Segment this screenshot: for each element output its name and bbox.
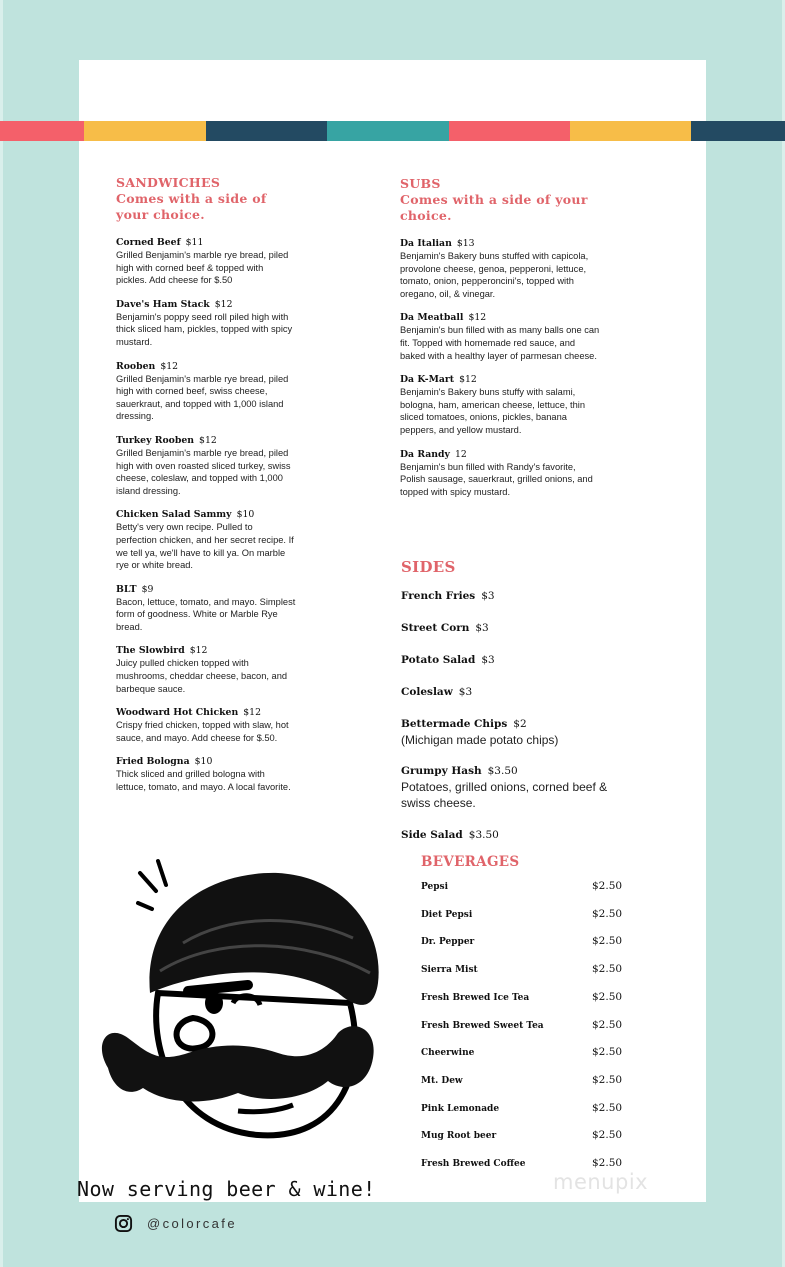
beverage-row	[421, 1018, 623, 1035]
menu-item-name: Da Meatball	[400, 312, 464, 324]
side-item	[401, 765, 631, 811]
menu-item-header	[116, 237, 296, 249]
menu-item-description: Grilled Benjamin's marble rye bread, piled high with oven roasted sliced turkey, swiss cheese, coleslaw, and topped with 1,000 island dressing.	[116, 447, 291, 496]
subs-title: SUBS	[400, 176, 441, 191]
menu-item	[116, 435, 296, 497]
menu-item-description: Benjamin's Bakery buns stuffy with salami, bologna, ham, american cheese, lettuce, thin sliced tomatoes, onions, pickles, banana peppers, and yellow mustard.	[400, 387, 586, 435]
menu-item-description: Juicy pulled chicken topped with mushrooms, cheddar cheese, bacon, and barbeque sauce.	[116, 658, 288, 694]
side-item-name: Grumpy Hash	[401, 765, 482, 777]
menu-item-header	[116, 645, 296, 657]
beverage-row	[421, 937, 621, 951]
menu-item-description: Benjamin's poppy seed roll piled high with thick sliced ham, pickles, topped with spicy mustard.	[116, 311, 293, 347]
menu-item-price: $9	[141, 583, 154, 595]
menu-item	[116, 645, 296, 695]
menu-item-price: $12	[459, 374, 477, 386]
beverage-price: $2.50	[592, 1101, 623, 1114]
beverage-price: $2.50	[592, 963, 623, 976]
menu-item-price: 12	[454, 448, 467, 460]
menu-item-name: Dave's Ham Stack	[116, 298, 210, 310]
beverage-name: Diet Pepsi	[421, 909, 473, 920]
side-item-name: Potato Salad	[401, 654, 476, 666]
menu-item-header	[116, 435, 296, 447]
menu-item-price: $10	[194, 756, 213, 768]
sandwiches-section	[116, 175, 296, 794]
side-item-price: $3	[481, 654, 495, 666]
menu-item-header	[400, 374, 600, 386]
menu-item-description: Benjamin's bun filled with as many balls one can fit. Topped with homemade red sauce, and baked with a healthy layer of parmesan cheese.	[400, 325, 600, 361]
side-item-price: $2	[513, 718, 527, 730]
sides-section	[401, 557, 631, 841]
beverage-row	[421, 965, 621, 979]
side-item-price: $3	[458, 686, 473, 698]
menu-item-header	[400, 449, 600, 461]
menu-item	[400, 449, 600, 499]
subs-subtitle: Comes with a side of your choice.	[400, 192, 588, 223]
menu-item-description: Benjamin's bun filled with Randy's favorite, Polish sausage, sauerkraut, grilled onions, and topped with spicy mustard.	[400, 461, 593, 497]
side-item	[401, 829, 631, 841]
side-item-header	[401, 829, 631, 841]
menu-item-header	[400, 312, 600, 324]
side-item-description: (Michigan made potato chips)	[401, 733, 559, 747]
side-item	[401, 622, 631, 634]
menu-item-name: BLT	[116, 583, 137, 595]
beverage-name: Cheerwine	[421, 1048, 475, 1059]
side-item-price: $3	[475, 622, 489, 634]
subs-section	[400, 176, 600, 498]
stripe-segment	[691, 121, 785, 141]
beverages-title: BEVERAGES	[421, 854, 520, 870]
beverage-name: Fresh Brewed Ice Tea	[421, 992, 530, 1003]
menu-item-name: Chicken Salad Sammy	[116, 509, 232, 521]
side-item-name: Bettermade Chips	[401, 718, 508, 730]
beverage-name: Fresh Brewed Coffee	[421, 1159, 526, 1169]
menu-item-price: $10	[236, 509, 255, 521]
beverage-price: $2.50	[592, 880, 623, 892]
beverage-price: $2.50	[592, 1046, 623, 1059]
menu-item-header	[116, 584, 296, 596]
instagram-icon	[114, 1214, 133, 1233]
side-item-header	[401, 654, 631, 666]
menu-item	[116, 361, 296, 423]
menu-item-name: Da Italian	[400, 238, 452, 249]
menu-item-name: Da K-Mart	[400, 374, 455, 386]
stripe-segment	[206, 121, 327, 141]
side-item-description: Potatoes, grilled onions, corned beef & swiss cheese.	[401, 780, 608, 810]
beverage-price: $2.50	[592, 1129, 623, 1142]
side-item	[401, 590, 631, 602]
instagram-handle: @colorcafe	[147, 1216, 237, 1231]
beer-wine-announcement: Now serving beer & wine!	[77, 1177, 376, 1201]
sandwiches-subtitle: Comes with a side of your choice.	[116, 191, 267, 222]
beverage-price: $2.50	[592, 1157, 623, 1169]
menu-item	[116, 509, 296, 571]
side-item-name: Side Salad	[401, 829, 463, 841]
beverage-name: Mug Root beer	[421, 1131, 497, 1142]
beverage-row	[421, 1073, 623, 1090]
menu-item-description: Thick sliced and grilled bologna with lettuce, tomato, and mayo. A local favorite.	[116, 769, 291, 793]
beverage-name: Dr. Pepper	[421, 937, 475, 948]
menu-item-name: Woodward Hot Chicken	[116, 707, 239, 719]
menu-item-header	[116, 707, 296, 719]
menu-item-price: $12	[199, 434, 217, 446]
menu-item-name: Turkey Rooben	[116, 434, 195, 446]
menu-item-name: Rooben	[116, 360, 156, 372]
beverage-row	[421, 1101, 623, 1118]
beverage-name: Pepsi	[421, 882, 449, 892]
beverage-price: $2.50	[592, 1073, 623, 1086]
menu-item-description: Betty's very own recipe. Pulled to perfection chicken, and her secret recipe. If we tell ya, we'll have to kill ya. On marble rye or white bread.	[116, 522, 294, 571]
side-item	[401, 654, 631, 666]
side-item-header	[401, 686, 631, 698]
menu-item-description: Benjamin's Bakery buns stuffed with capicola, provolone cheese, genoa, pepperoni, lettuce, tomato, onion, pepperoncini's, topped with oregano, oil, & vinegar.	[400, 251, 589, 299]
stripe-segment	[0, 121, 84, 141]
menu-item-name: Corned Beef	[116, 237, 181, 248]
menu-item	[400, 374, 600, 436]
side-item-header	[401, 590, 631, 602]
menu-item-price: $13	[456, 238, 475, 249]
stripe-segment	[449, 121, 570, 141]
menu-item-description: Grilled Benjamin's marble rye bread, piled high with corned beef & topped with pickles. Add cheese for $.50	[116, 250, 289, 286]
menu-item	[116, 707, 296, 744]
beverage-price: $2.50	[592, 935, 623, 948]
menu-item-price: $12	[189, 645, 208, 657]
menu-item-description: Bacon, lettuce, tomato, and mayo. Simplest form of goodness. White or Marble Rye bread.	[116, 596, 296, 632]
stripe-segment	[327, 121, 449, 141]
menu-item-header	[400, 238, 600, 250]
stripe-segment	[84, 121, 206, 141]
menu-item	[116, 756, 296, 793]
menu-item-description: Crispy fried chicken, topped with slaw, hot sauce, and mayo. Add cheese for $.50.	[116, 720, 289, 743]
color-stripe	[0, 121, 785, 141]
beverage-name: Pink Lemonade	[421, 1103, 500, 1114]
menu-item-price: $12	[160, 360, 179, 372]
sandwiches-title: SANDWICHES	[116, 175, 221, 190]
sides-title: SIDES	[401, 558, 456, 576]
beverage-price: $2.50	[592, 1018, 623, 1031]
menu-item-header	[116, 361, 296, 373]
side-item-header	[401, 718, 631, 730]
menu-item-description: Grilled Benjamin's marble rye bread, piled high with corned beef, swiss cheese, sauerkraut, and topped with 1,000 island dressing.	[116, 373, 289, 422]
beverage-row	[421, 1048, 621, 1062]
instagram-link[interactable]	[114, 1214, 237, 1233]
side-item-name: Street Corn	[401, 622, 470, 634]
side-item-price: $3.50	[468, 829, 499, 841]
beverage-row	[421, 882, 621, 896]
menu-item-header	[116, 756, 296, 768]
beverage-price: $2.50	[592, 907, 623, 920]
menu-item	[400, 238, 600, 300]
menu-item-price: $12	[243, 707, 261, 719]
menu-item	[116, 237, 296, 287]
menu-item-price: $12	[468, 312, 487, 324]
menu-item	[400, 312, 600, 362]
menu-item-header	[116, 509, 296, 521]
stripe-segment	[570, 121, 691, 141]
menu-item-name: Fried Bologna	[116, 756, 190, 768]
menu-item-header	[116, 299, 296, 311]
watermark: menupix	[553, 1170, 649, 1194]
side-item-header	[401, 765, 631, 777]
beverage-name: Sierra Mist	[421, 965, 478, 976]
beverage-row	[421, 907, 623, 924]
beverage-row	[421, 1131, 621, 1145]
beverage-name: Mt. Dew	[421, 1075, 463, 1086]
side-item-header	[401, 622, 631, 634]
menu-item-name: The Slowbird	[116, 645, 185, 657]
side-item-name: French Fries	[401, 590, 476, 602]
menu-item-name: Da Randy	[400, 448, 450, 460]
menu-item	[116, 299, 296, 349]
beverage-price: $2.50	[592, 990, 623, 1003]
side-item	[401, 718, 631, 748]
grumpy-mustache-man-illustration	[88, 843, 388, 1148]
side-item-name: Coleslaw	[401, 686, 453, 698]
menu-item-price: $11	[185, 237, 204, 248]
menu-item-price: $12	[214, 298, 233, 310]
side-item	[401, 686, 631, 698]
menu-item	[116, 584, 296, 634]
side-item-price: $3	[481, 590, 495, 602]
side-item-price: $3.50	[487, 765, 518, 777]
beverage-row	[421, 990, 623, 1007]
beverage-name: Fresh Brewed Sweet Tea	[421, 1020, 544, 1031]
